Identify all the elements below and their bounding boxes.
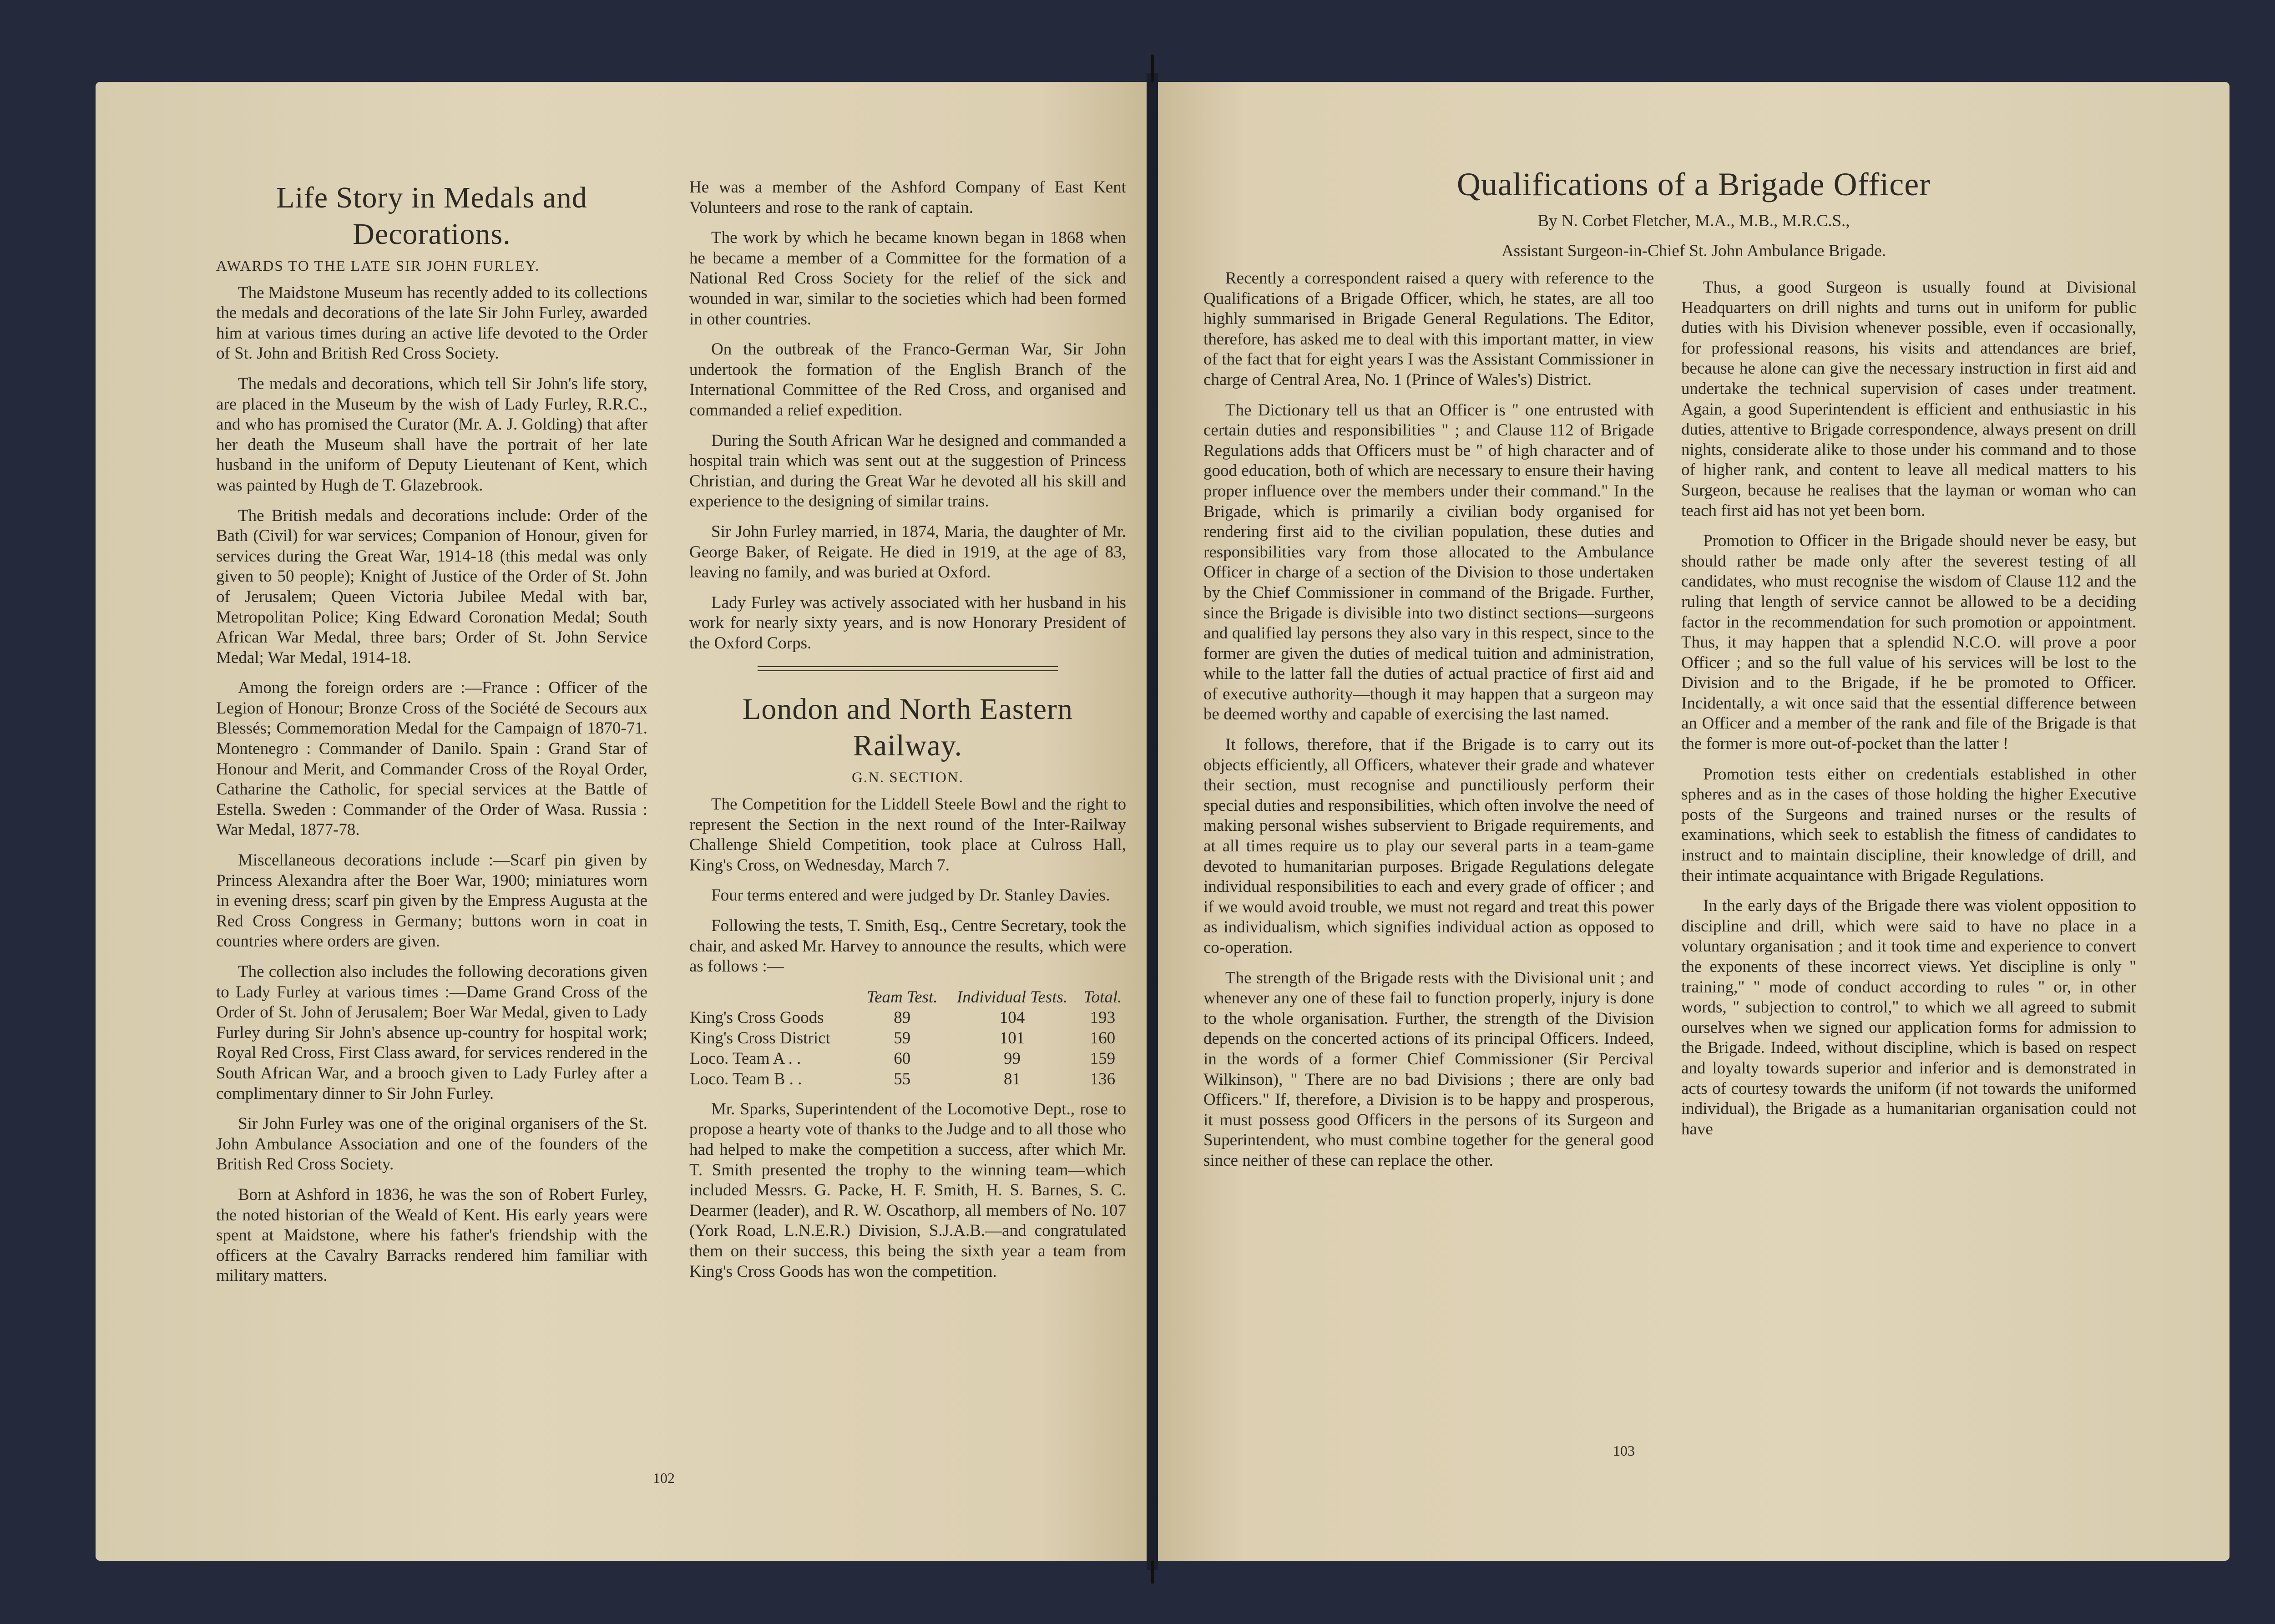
table-cell: 55 [894,1069,911,1088]
paragraph: He was a member of the Ashford Company of East Kent Volunteers and rose to the rank of captain. [689,178,1126,217]
table-cell: 60 [894,1049,911,1068]
table-cell: 160 [1090,1028,1116,1047]
paragraph: Following the tests, T. Smith, Esq., Centre Secretary, took the chair, and asked Mr. Harvey to announce the results, which were as follows :— [689,916,1126,976]
paragraph: Sir John Furley was one of the original organisers of the St. John Ambulance Association and one of the founders of the British Red Cross Society. [216,1114,647,1174]
paragraph: The work by which he became known began in 1868 when he became a member of a Committee for the formation of a National Red Cross Society for the relief of the sick and wounded in war, similar to the societies which had been formed in other countries. [689,228,1126,329]
paragraph: The medals and decorations, which tell Sir John's life story, are placed in the Museum by the wish of Lady Furley, R.R.C., and who has promised the Curator (Mr. A. J. Golding) that after her death the Museum shall have the portrait of her late husband in the uniform of Deputy Lieutenant of Kent, which was painted by Hugh de T. Glazebrook. [216,374,647,495]
table-header [689,987,859,1007]
table-cell: 81 [1004,1069,1021,1088]
table-cell: 99 [1004,1049,1021,1068]
paragraph: The Competition for the Liddell Steele Bowl and the right to represent the Section in the next round of the Inter-Railway Challenge Shield Competition, took place at Culross Hall, King's Cross, on Wednesday, March 7. [689,795,1126,875]
paragraph: The strength of the Brigade rests with the Divisional unit ; and whenever any one of these fail to function properly, injury is done to the whole organisation. Further, the strength of the Division depends on the concerted actions of its principal Officers. Indeed, in the words of a former Chief Commissioner (Sir Percival Wilkinson), " There are no bad Divisions ; there are only bad Officers." If, therefore, a Division is to be happy and prosperous, it must possess good Officers in the persons of its Surgeon and Superintendent, who must combine together for the general good since neither of these can replace the other. [1203,968,1654,1170]
table-cell: 159 [1090,1049,1116,1068]
paragraph: The Maidstone Museum has recently added to its collections the medals and decorations of the late Sir John Furley, awarded him at various times during an active life devoted to the Order of St. John and British Red Cross Society. [216,283,647,363]
paragraph: During the South African War he designed and commanded a hospital train which was sent out at the suggestion of Princess Christian, and during the Great War he devoted all his skill and experience to the designing of similar trains. [689,431,1126,511]
paragraph: Mr. Sparks, Superintendent of the Locomotive Dept., rose to propose a hearty vote of thanks to the Judge and to all those who had helped to make the competition a success, after which Mr. T. Smith presented the trophy to the winning team—which included Messrs. G. Packe, H. F. Smith, H. S. Barnes, S. C. Dearmer (leader), and R. W. Oscathorp, all members of No. 107 (York Road, L.N.E.R.) Division, S.J.A.B.—and congratulated them on their success, this being the sixth year a team from King's Cross Goods has won the competition. [689,1099,1126,1281]
paragraph: It follows, therefore, that if the Brigade is to carry out its objects efficiently, all Officers, whatever their grade and whatever their section, must recognise and punctiliously perform their special duties and responsibilities, which often involve the need of making personal wishes subservient to Brigade requirements, and at all times require us to play our several parts in a team-game devoted to humanitarian purposes. Brigade Regulations delegate individual responsibilities to each and every grade of officer ; and if we would avoid trouble, we must not regard and treat this power as individualism, which signifies individual action as opposed to co-operation. [1203,735,1654,957]
right-column-1 [1203,268,1654,1181]
article-title-railway: London and North Eastern Railway. [743,693,1073,763]
table-cell: King's Cross Goods [690,1008,824,1027]
paragraph: The Dictionary tell us that an Officer is " one entrusted with certain duties and responsibilities " ; and Clause 112 of Brigade Regulations adds that Officers must be " of high character and of good education, both of which are necessary to ensure their having proper influence over the members under their command." In the Brigade, which is primarily a civilian body organised for rendering first aid to the civilian population, these duties and responsibilities vary from those allocated to the Ambulance Officer in charge of a section of the Division to those undertaken by the Chief Commissioner in command of the Brigade. Further, since the Brigade is divisible into two distinct sections—surgeons and qualified lay persons they also vary in this respect, since to the former are given the duties of medical tuition and administration, while to the latter fall the duties of actual practice of first aid and of executive authority—though it may happen that a surgeon may be deemed worthy and capable of exercising the last named. [1203,400,1654,724]
table-row [689,1028,1126,1048]
table-header: Team Test. [866,987,938,1007]
table-row [689,1048,1126,1069]
table-cell: 104 [999,1008,1025,1027]
table-header-row [689,987,1126,1007]
paragraph: Sir John Furley married, in 1874, Maria, the daughter of Mr. George Baker, of Reigate. He died in 1919, at the age of 83, leaving no family, and was buried at Oxford. [689,522,1126,582]
paragraph: Four terms entered and were judged by Dr. Stanley Davies. [711,886,1110,905]
paragraph: Recently a correspondent raised a query with reference to the Qualifications of a Brigade Officer, which, he states, are all too highly summarised in Brigade General Regulations. The Editor, therefore, has asked me to deal with this important matter, in view of the fact that for eight years I was the Assistant Commissioner in charge of Central Area, No. 1 (Prince of Wales's) District. [1203,269,1654,389]
paragraph: Lady Furley was actively associated with her husband in his work for nearly sixty years, and is now Honorary President of the Oxford Corps. [689,593,1126,653]
table-row [689,1069,1126,1089]
left-column-1 [216,180,647,1296]
table-cell: Loco. Team B . . [690,1069,802,1088]
paragraph: Thus, a good Surgeon is usually found at Divisional Headquarters on drill nights and turns out in uniform for public duties with his Division whenever possible, even if occasionally, for professional reasons, his visits and attendances are brief, because he alone can give the necessary instruction in first aid and undertake the technical supervision of cases under treatment. Again, a good Superintendent is efficient and enthusiastic in his duties, attentive to Brigade correspondence, always present on drill nights, considerate alike to those under his command and to those of higher rank, and content to leave all medical matters to his Surgeon, because he realises that the layman or woman who can teach first aid has not yet been born. [1681,278,2136,520]
paragraph: Promotion to Officer in the Brigade should never be easy, but should rather be made only after the severest testing of all candidates, who must recognise the wisdom of Clause 112 and the ruling that length of service cannot be allowed to be a deciding factor in the recommendation for such promotion or appointment. Thus, it may happen that a splendid N.C.O. will prove a poor Officer ; and so the full value of his services will be lost to the Division and to the Brigade, if he be promoted to Officer. Incidentally, a wit once said that the essential difference between an Officer and a member of the rank and file of the Brigade is that the former is more out-of-pocket than the latter ! [1681,531,2136,754]
paragraph: Among the foreign orders are :—France : Officer of the Legion of Honour; Bronze Cross of the Société de Secours aux Blessés; Commemoration Medal for the Campaign of 1870-71. Montenegro : Commander of Danilo. Spain : Grand Star of Honour and Merit, and Commander Cross of the Royal Order, Catharine the Catholic, for special services at the Battle of Estella. Sweden : Commander of the Order of Wasa. Russia : War Medal, 1877-78. [216,678,647,840]
article-title-qualifications: Qualifications of a Brigade Officer [1456,166,1931,202]
paragraph: The British medals and decorations include: Order of the Bath (Civil) for war services; Companion of Honour, given for services during the Great War, 1914-18 (this medal was only given to 50 people); Knight of Justice of the Order of St. John of Jerusalem; Queen Victoria Jubilee Medal with bar, Metropolitan Police; King Edward Coronation Medal; South African War Medal, three bars; Order of St. John Service Medal; War Medal, 1914-18. [216,506,647,667]
table-cell: 136 [1090,1069,1116,1088]
table-cell: King's Cross District [690,1028,830,1047]
binding-staple-top [1151,55,1154,82]
article-title-medals: Life Story in Medals and Decorations. [276,181,587,251]
left-page [96,82,1147,1561]
paragraph: On the outbreak of the Franco-German War, Sir John undertook the formation of the English Branch of the International Committee of the Red Cross, and organised and commanded a relief expedition. [689,340,1126,420]
table-cell: 101 [999,1028,1025,1047]
page-number-left: 102 [653,1470,675,1486]
right-page [1158,82,2230,1561]
table-header: Total. [1083,987,1122,1007]
right-column-2 [1681,278,2136,1149]
left-column-2 [689,177,1126,1292]
paragraph: The collection also includes the following decorations given to Lady Furley at various times :—Dame Grand Cross of the Order of St. John of Jerusalem; Boer War Medal, given to Lady Furley during Sir John's absence up-country for hospital work; Royal Red Cross, First Class award, for services rendered in the South African War, and a brooch given to Lady Furley after a complimentary dinner to Sir John Furley. [216,962,647,1103]
page-number-right: 103 [1613,1442,1635,1459]
byline-author: By N. Corbet Fletcher, M.A., M.B., M.R.C.S., [1537,212,1850,230]
table-row [689,1007,1126,1028]
book-gutter [1147,73,1158,1570]
paragraph: Born at Ashford in 1836, he was the son of Robert Furley, the noted historian of the Weald of Kent. His early years were spent at Maidstone, where his father's friendship with the officers at the Cavalry Barracks rendered him familiar with military matters. [216,1185,647,1285]
table-cell: 59 [894,1028,911,1047]
binding-staple-bottom [1151,1561,1154,1584]
article-subhead-railway: G.N. SECTION. [852,769,964,786]
table-cell: 89 [894,1008,911,1027]
byline-position: Assistant Surgeon-in-Chief St. John Ambulance Brigade. [1501,242,1886,260]
paragraph: Miscellaneous decorations include :—Scarf pin given by Princess Alexandra after the Boer War, 1900; miniatures worn in evening dress; scarf pin given by the Empress Augusta at the Red Cross Congress in Germany; buttons worn in coat in countries where orders are given. [216,851,647,951]
table-cell: Loco. Team A . . [690,1049,801,1068]
section-divider [758,666,1058,671]
article-header [1158,166,2230,271]
table-header: Individual Tests. [956,987,1068,1007]
article-subhead-medals: AWARDS TO THE LATE SIR JOHN FURLEY. [216,258,540,274]
results-table [689,987,1126,1089]
paragraph: In the early days of the Brigade there was violent opposition to discipline and drill, which were said to have no place in a voluntary organisation ; and it took time and experience to convert the exponents of these incorrect views. Yet discipline is only " training," " mode of conduct according to rules " or, in other words, " subjection to control," to which we all agreed to submit ourselves when we signed our application forms for admission to the Brigade. Indeed, without discipline, which is based on respect and loyalty towards superior and inferior and is demonstrated in acts of courtesy towards the uniform (if not towards the uniformed individual), the Brigade as a humanitarian organisation could not have [1681,896,2136,1138]
paragraph: Promotion tests either on credentials established in other spheres and as in the cases of those holding the higher Executive posts of the Surgeons and trained nurses or the results of examinations, which seek to establish the fitness of candidates to instruct and to maintain discipline, their knowledge of drill, and their intimate acquaintance with Brigade Regulations. [1681,764,2136,885]
table-cell: 193 [1090,1008,1116,1027]
